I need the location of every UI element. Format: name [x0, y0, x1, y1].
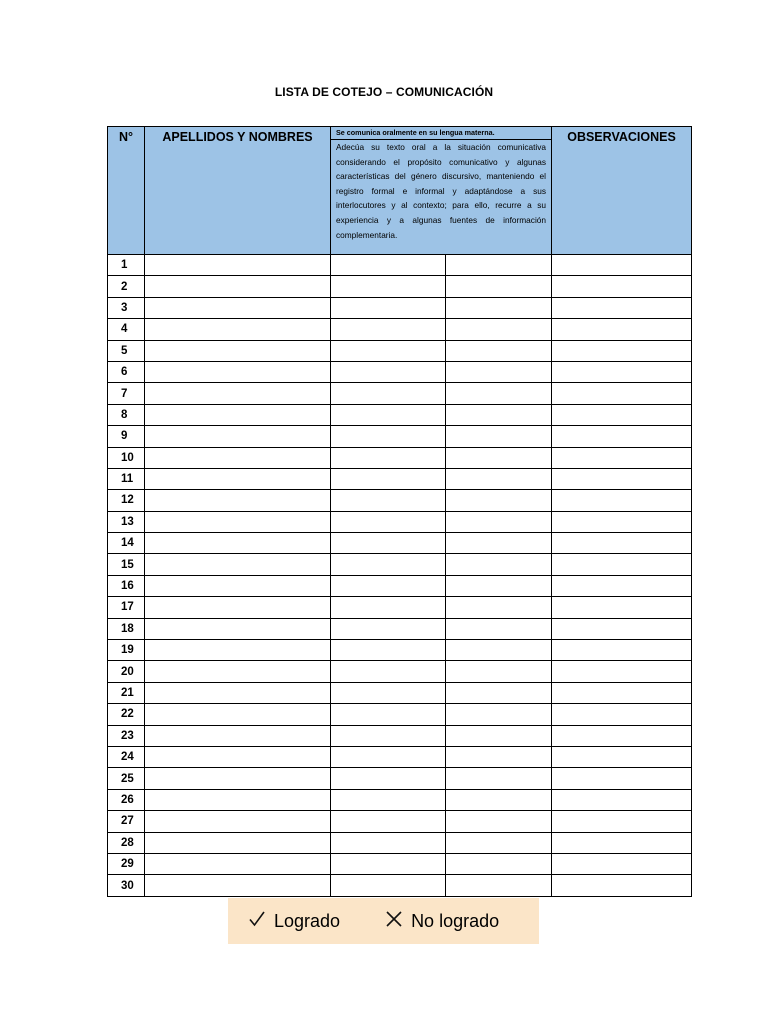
name-cell[interactable]	[145, 361, 331, 382]
achieved-cell[interactable]	[331, 255, 446, 276]
name-cell[interactable]	[145, 319, 331, 340]
not-achieved-cell[interactable]	[446, 597, 552, 618]
achieved-cell[interactable]	[331, 319, 446, 340]
row-number: 21	[108, 682, 145, 703]
achieved-cell[interactable]	[331, 704, 446, 725]
table-row	[108, 255, 692, 276]
observations-cell[interactable]	[552, 875, 692, 896]
not-achieved-cell[interactable]	[446, 832, 552, 853]
check-icon	[248, 910, 266, 933]
table-row	[108, 682, 692, 703]
observations-cell[interactable]	[552, 383, 692, 404]
name-cell[interactable]	[145, 554, 331, 575]
document-title: LISTA DE COTEJO – COMUNICACIÓN	[274, 85, 494, 99]
observations-cell[interactable]	[552, 746, 692, 767]
name-cell[interactable]	[145, 640, 331, 661]
not-achieved-cell[interactable]	[446, 875, 552, 896]
row-number: 4	[108, 319, 145, 340]
row-number: 11	[108, 468, 145, 489]
name-cell[interactable]	[145, 725, 331, 746]
achieved-cell[interactable]	[331, 725, 446, 746]
table-row	[108, 640, 692, 661]
row-number: 27	[108, 811, 145, 832]
table-row	[108, 853, 692, 874]
name-cell[interactable]	[145, 404, 331, 425]
name-cell[interactable]	[145, 789, 331, 810]
not-achieved-cell[interactable]	[446, 661, 552, 682]
name-cell[interactable]	[145, 597, 331, 618]
row-number: 19	[108, 640, 145, 661]
row-number: 2	[108, 276, 145, 297]
name-cell[interactable]	[145, 255, 331, 276]
header-competency: Se comunica oralmente en su lengua materna.	[331, 127, 552, 140]
header-observations: OBSERVACIONES	[552, 127, 692, 255]
header-capacity-description: Adecúa su texto oral a la situación comunicativa considerando el propósito comunicativo y algunas características del género discursivo, manteniendo el registro formal e informal y adaptándose a sus interlocutores y al contexto; para ello, recurre a su experiencia y a algunas fuentes de información complementaria.	[331, 140, 552, 255]
name-cell[interactable]	[145, 768, 331, 789]
achieved-cell[interactable]	[331, 640, 446, 661]
table-row	[108, 597, 692, 618]
observations-cell[interactable]	[552, 811, 692, 832]
table-row	[108, 832, 692, 853]
checklist-table	[107, 126, 692, 897]
row-number: 20	[108, 661, 145, 682]
not-achieved-cell[interactable]	[446, 704, 552, 725]
table-row	[108, 661, 692, 682]
row-number: 1	[108, 255, 145, 276]
row-number: 15	[108, 554, 145, 575]
legend-box	[228, 898, 539, 944]
achieved-cell[interactable]	[331, 746, 446, 767]
name-cell[interactable]	[145, 682, 331, 703]
achieved-cell[interactable]	[331, 789, 446, 810]
row-number: 6	[108, 361, 145, 382]
not-achieved-cell[interactable]	[446, 447, 552, 468]
achieved-cell[interactable]	[331, 276, 446, 297]
achieved-cell[interactable]	[331, 597, 446, 618]
observations-cell[interactable]	[552, 468, 692, 489]
x-icon	[385, 910, 403, 933]
achieved-cell[interactable]	[331, 832, 446, 853]
achieved-cell[interactable]	[331, 533, 446, 554]
name-cell[interactable]	[145, 661, 331, 682]
table-row	[108, 447, 692, 468]
not-achieved-cell[interactable]	[446, 640, 552, 661]
not-achieved-cell[interactable]	[446, 404, 552, 425]
observations-cell[interactable]	[552, 511, 692, 532]
name-cell[interactable]	[145, 426, 331, 447]
row-number: 3	[108, 297, 145, 318]
not-achieved-cell[interactable]	[446, 511, 552, 532]
achieved-cell[interactable]	[331, 468, 446, 489]
name-cell[interactable]	[145, 447, 331, 468]
not-achieved-cell[interactable]	[446, 533, 552, 554]
table-row	[108, 704, 692, 725]
table-row	[108, 725, 692, 746]
table-row	[108, 426, 692, 447]
not-achieved-cell[interactable]	[446, 618, 552, 639]
achieved-cell[interactable]	[331, 447, 446, 468]
header-number: N°	[108, 127, 145, 255]
table-row	[108, 404, 692, 425]
observations-cell[interactable]	[552, 490, 692, 511]
observations-cell[interactable]	[552, 319, 692, 340]
observations-cell[interactable]	[552, 426, 692, 447]
row-number: 17	[108, 597, 145, 618]
table-row	[108, 789, 692, 810]
not-achieved-cell[interactable]	[446, 468, 552, 489]
observations-cell[interactable]	[552, 618, 692, 639]
table-row	[108, 297, 692, 318]
not-achieved-cell[interactable]	[446, 725, 552, 746]
row-number: 26	[108, 789, 145, 810]
achieved-cell[interactable]	[331, 618, 446, 639]
row-number: 23	[108, 725, 145, 746]
table-row	[108, 361, 692, 382]
observations-cell[interactable]	[552, 404, 692, 425]
name-cell[interactable]	[145, 340, 331, 361]
table-row	[108, 875, 692, 896]
observations-cell[interactable]	[552, 297, 692, 318]
row-number: 13	[108, 511, 145, 532]
name-cell[interactable]	[145, 383, 331, 404]
row-number: 16	[108, 575, 145, 596]
observations-cell[interactable]	[552, 554, 692, 575]
achieved-cell[interactable]	[331, 511, 446, 532]
row-number: 30	[108, 875, 145, 896]
row-number: 8	[108, 404, 145, 425]
name-cell[interactable]	[145, 875, 331, 896]
name-cell[interactable]	[145, 276, 331, 297]
achieved-cell[interactable]	[331, 490, 446, 511]
observations-cell[interactable]	[552, 661, 692, 682]
achieved-cell[interactable]	[331, 297, 446, 318]
not-achieved-cell[interactable]	[446, 554, 552, 575]
not-achieved-cell[interactable]	[446, 490, 552, 511]
not-achieved-cell[interactable]	[446, 426, 552, 447]
header-names: APELLIDOS Y NOMBRES	[145, 127, 331, 255]
legend-not-achieved	[385, 910, 499, 933]
achieved-cell[interactable]	[331, 426, 446, 447]
row-number: 7	[108, 383, 145, 404]
observations-cell[interactable]	[552, 832, 692, 853]
achieved-cell[interactable]	[331, 768, 446, 789]
row-number: 9	[108, 426, 145, 447]
legend-achieved-label: Logrado	[274, 910, 341, 931]
achieved-cell[interactable]	[331, 875, 446, 896]
table-row	[108, 319, 692, 340]
achieved-cell[interactable]	[331, 575, 446, 596]
row-number: 22	[108, 704, 145, 725]
not-achieved-cell[interactable]	[446, 811, 552, 832]
observations-cell[interactable]	[552, 533, 692, 554]
name-cell[interactable]	[145, 853, 331, 874]
achieved-cell[interactable]	[331, 682, 446, 703]
name-cell[interactable]	[145, 811, 331, 832]
name-cell[interactable]	[145, 746, 331, 767]
name-cell[interactable]	[145, 575, 331, 596]
achieved-cell[interactable]	[331, 811, 446, 832]
table-row	[108, 768, 692, 789]
observations-cell[interactable]	[552, 725, 692, 746]
observations-cell[interactable]	[552, 361, 692, 382]
name-cell[interactable]	[145, 297, 331, 318]
achieved-cell[interactable]	[331, 383, 446, 404]
table-row	[108, 468, 692, 489]
name-cell[interactable]	[145, 533, 331, 554]
not-achieved-cell[interactable]	[446, 297, 552, 318]
observations-cell[interactable]	[552, 853, 692, 874]
observations-cell[interactable]	[552, 447, 692, 468]
table-row	[108, 490, 692, 511]
achieved-cell[interactable]	[331, 404, 446, 425]
legend-not-achieved-label: No logrado	[411, 910, 500, 931]
not-achieved-cell[interactable]	[446, 853, 552, 874]
observations-cell[interactable]	[552, 340, 692, 361]
legend-achieved	[248, 910, 340, 933]
achieved-cell[interactable]	[331, 554, 446, 575]
table-row	[108, 340, 692, 361]
not-achieved-cell[interactable]	[446, 383, 552, 404]
observations-cell[interactable]	[552, 255, 692, 276]
table-row	[108, 554, 692, 575]
table-row	[108, 618, 692, 639]
not-achieved-cell[interactable]	[446, 768, 552, 789]
name-cell[interactable]	[145, 511, 331, 532]
achieved-cell[interactable]	[331, 661, 446, 682]
not-achieved-cell[interactable]	[446, 575, 552, 596]
not-achieved-cell[interactable]	[446, 746, 552, 767]
observations-cell[interactable]	[552, 682, 692, 703]
table-row	[108, 746, 692, 767]
observations-cell[interactable]	[552, 704, 692, 725]
row-number: 28	[108, 832, 145, 853]
not-achieved-cell[interactable]	[446, 789, 552, 810]
table-row	[108, 811, 692, 832]
name-cell[interactable]	[145, 704, 331, 725]
achieved-cell[interactable]	[331, 361, 446, 382]
row-number: 12	[108, 490, 145, 511]
name-cell[interactable]	[145, 832, 331, 853]
row-number: 24	[108, 746, 145, 767]
not-achieved-cell[interactable]	[446, 340, 552, 361]
name-cell[interactable]	[145, 490, 331, 511]
observations-cell[interactable]	[552, 789, 692, 810]
achieved-cell[interactable]	[331, 853, 446, 874]
row-number: 5	[108, 340, 145, 361]
not-achieved-cell[interactable]	[446, 319, 552, 340]
not-achieved-cell[interactable]	[446, 682, 552, 703]
table-row	[108, 383, 692, 404]
table-row	[108, 276, 692, 297]
achieved-cell[interactable]	[331, 340, 446, 361]
table-row	[108, 533, 692, 554]
not-achieved-cell[interactable]	[446, 361, 552, 382]
observations-cell[interactable]	[552, 276, 692, 297]
row-number: 25	[108, 768, 145, 789]
name-cell[interactable]	[145, 618, 331, 639]
row-number: 10	[108, 447, 145, 468]
table-row	[108, 575, 692, 596]
not-achieved-cell[interactable]	[446, 255, 552, 276]
row-number: 14	[108, 533, 145, 554]
row-number: 29	[108, 853, 145, 874]
observations-cell[interactable]	[552, 597, 692, 618]
name-cell[interactable]	[145, 468, 331, 489]
not-achieved-cell[interactable]	[446, 276, 552, 297]
observations-cell[interactable]	[552, 640, 692, 661]
row-number: 18	[108, 618, 145, 639]
observations-cell[interactable]	[552, 768, 692, 789]
observations-cell[interactable]	[552, 575, 692, 596]
table-row	[108, 511, 692, 532]
